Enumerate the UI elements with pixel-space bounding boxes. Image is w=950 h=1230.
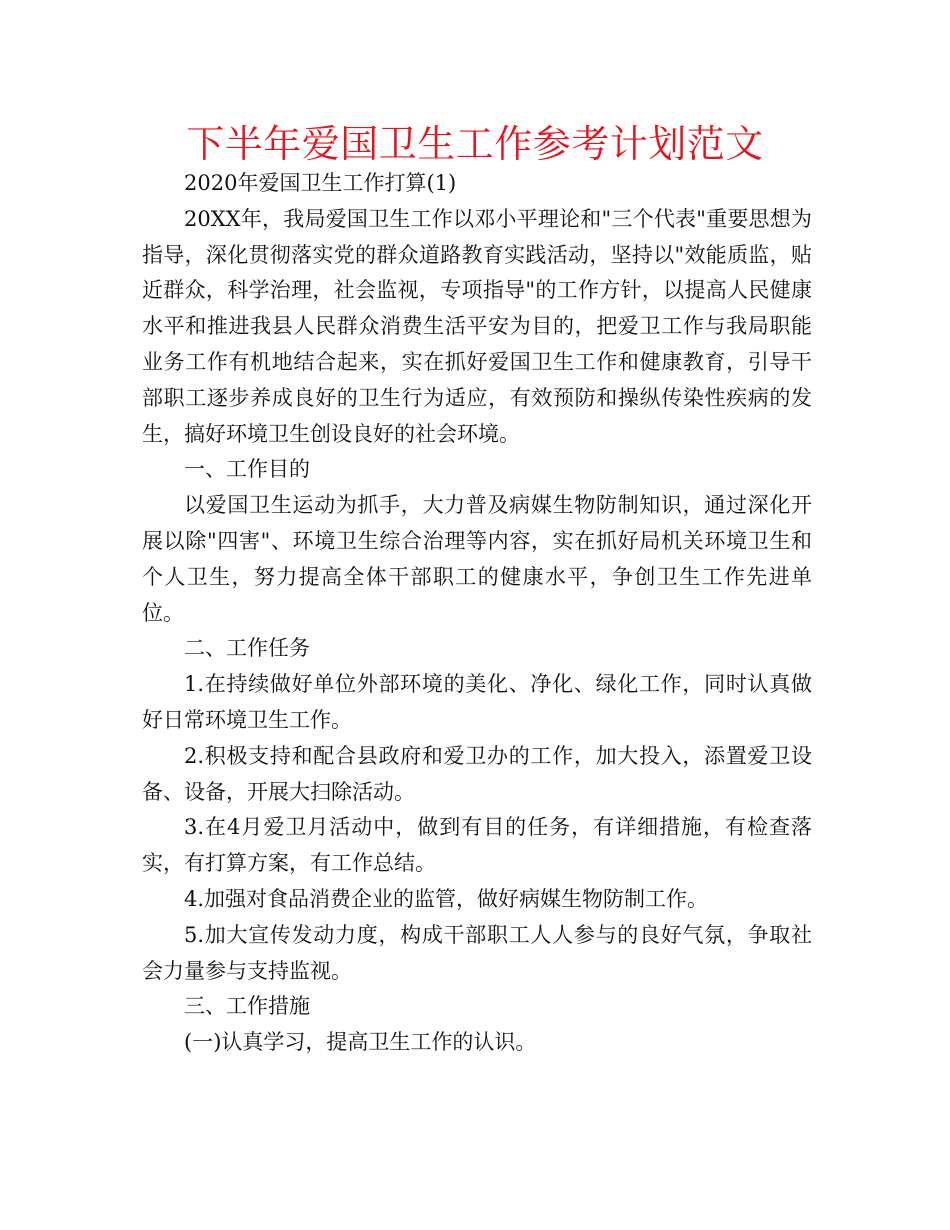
- paragraph-subtitle: 2020年爱国卫生工作打算(1): [184, 171, 457, 195]
- section-heading-goals: 一、工作目的: [184, 457, 310, 482]
- task-item-4: 4.加强对食品消费企业的监管，做好病媒生物防制工作。: [184, 886, 709, 911]
- document-body: [142, 166, 812, 1061]
- section-heading-measures: 三、工作措施: [184, 994, 310, 1019]
- paragraph-intro: 20XX年，我局爱国卫生工作以邓小平理论和"三个代表"重要思想为指导，深化贯彻落实党的群众道路教育实践活动，坚持以"效能质监，贴近群众，科学治理，社会监视，专项指导"的工作方针，以提高人民健康水平和推进我县人民群众消费生活平安为目的，把爱卫工作与我局职能业务工作有机地结合起来，实在抓好爱国卫生工作和健康教育，引导干部职工逐步养成良好的卫生行为适应，有效预防和操纵传染性疾病的发生，搞好环境卫生创设良好的社会环境。: [142, 206, 812, 446]
- measure-item-1: (一)认真学习，提高卫生工作的认识。: [184, 1030, 537, 1055]
- task-item-2: 2.积极支持和配合县政府和爱卫办的工作，加大投入，添置爱卫设备、设备，开展大扫除活动。: [142, 743, 812, 804]
- task-item-3: 3.在4月爱卫月活动中，做到有目的任务，有详细措施，有检查落实，有打算方案，有工作总结。: [142, 815, 812, 876]
- document-title: 下半年爱国卫生工作参考计划范文: [186, 122, 764, 166]
- section-heading-tasks: 二、工作任务: [184, 636, 310, 661]
- task-item-5: 5.加大宣传发动力度，构成干部职工人人参与的良好气氛，争取社会力量参与支持监视。: [142, 922, 812, 983]
- task-item-1: 1.在持续做好单位外部环境的美化、净化、绿化工作，同时认真做好日常环境卫生工作。: [142, 672, 812, 732]
- paragraph-goals: 以爱国卫生运动为抓手，大力普及病媒生物防制知识，通过深化开展以除"四害"、环境卫生综合治理等内容，实在抓好局机关环境卫生和个人卫生，努力提高全体干部职工的健康水平，争创卫生工作先进单位。: [142, 493, 812, 625]
